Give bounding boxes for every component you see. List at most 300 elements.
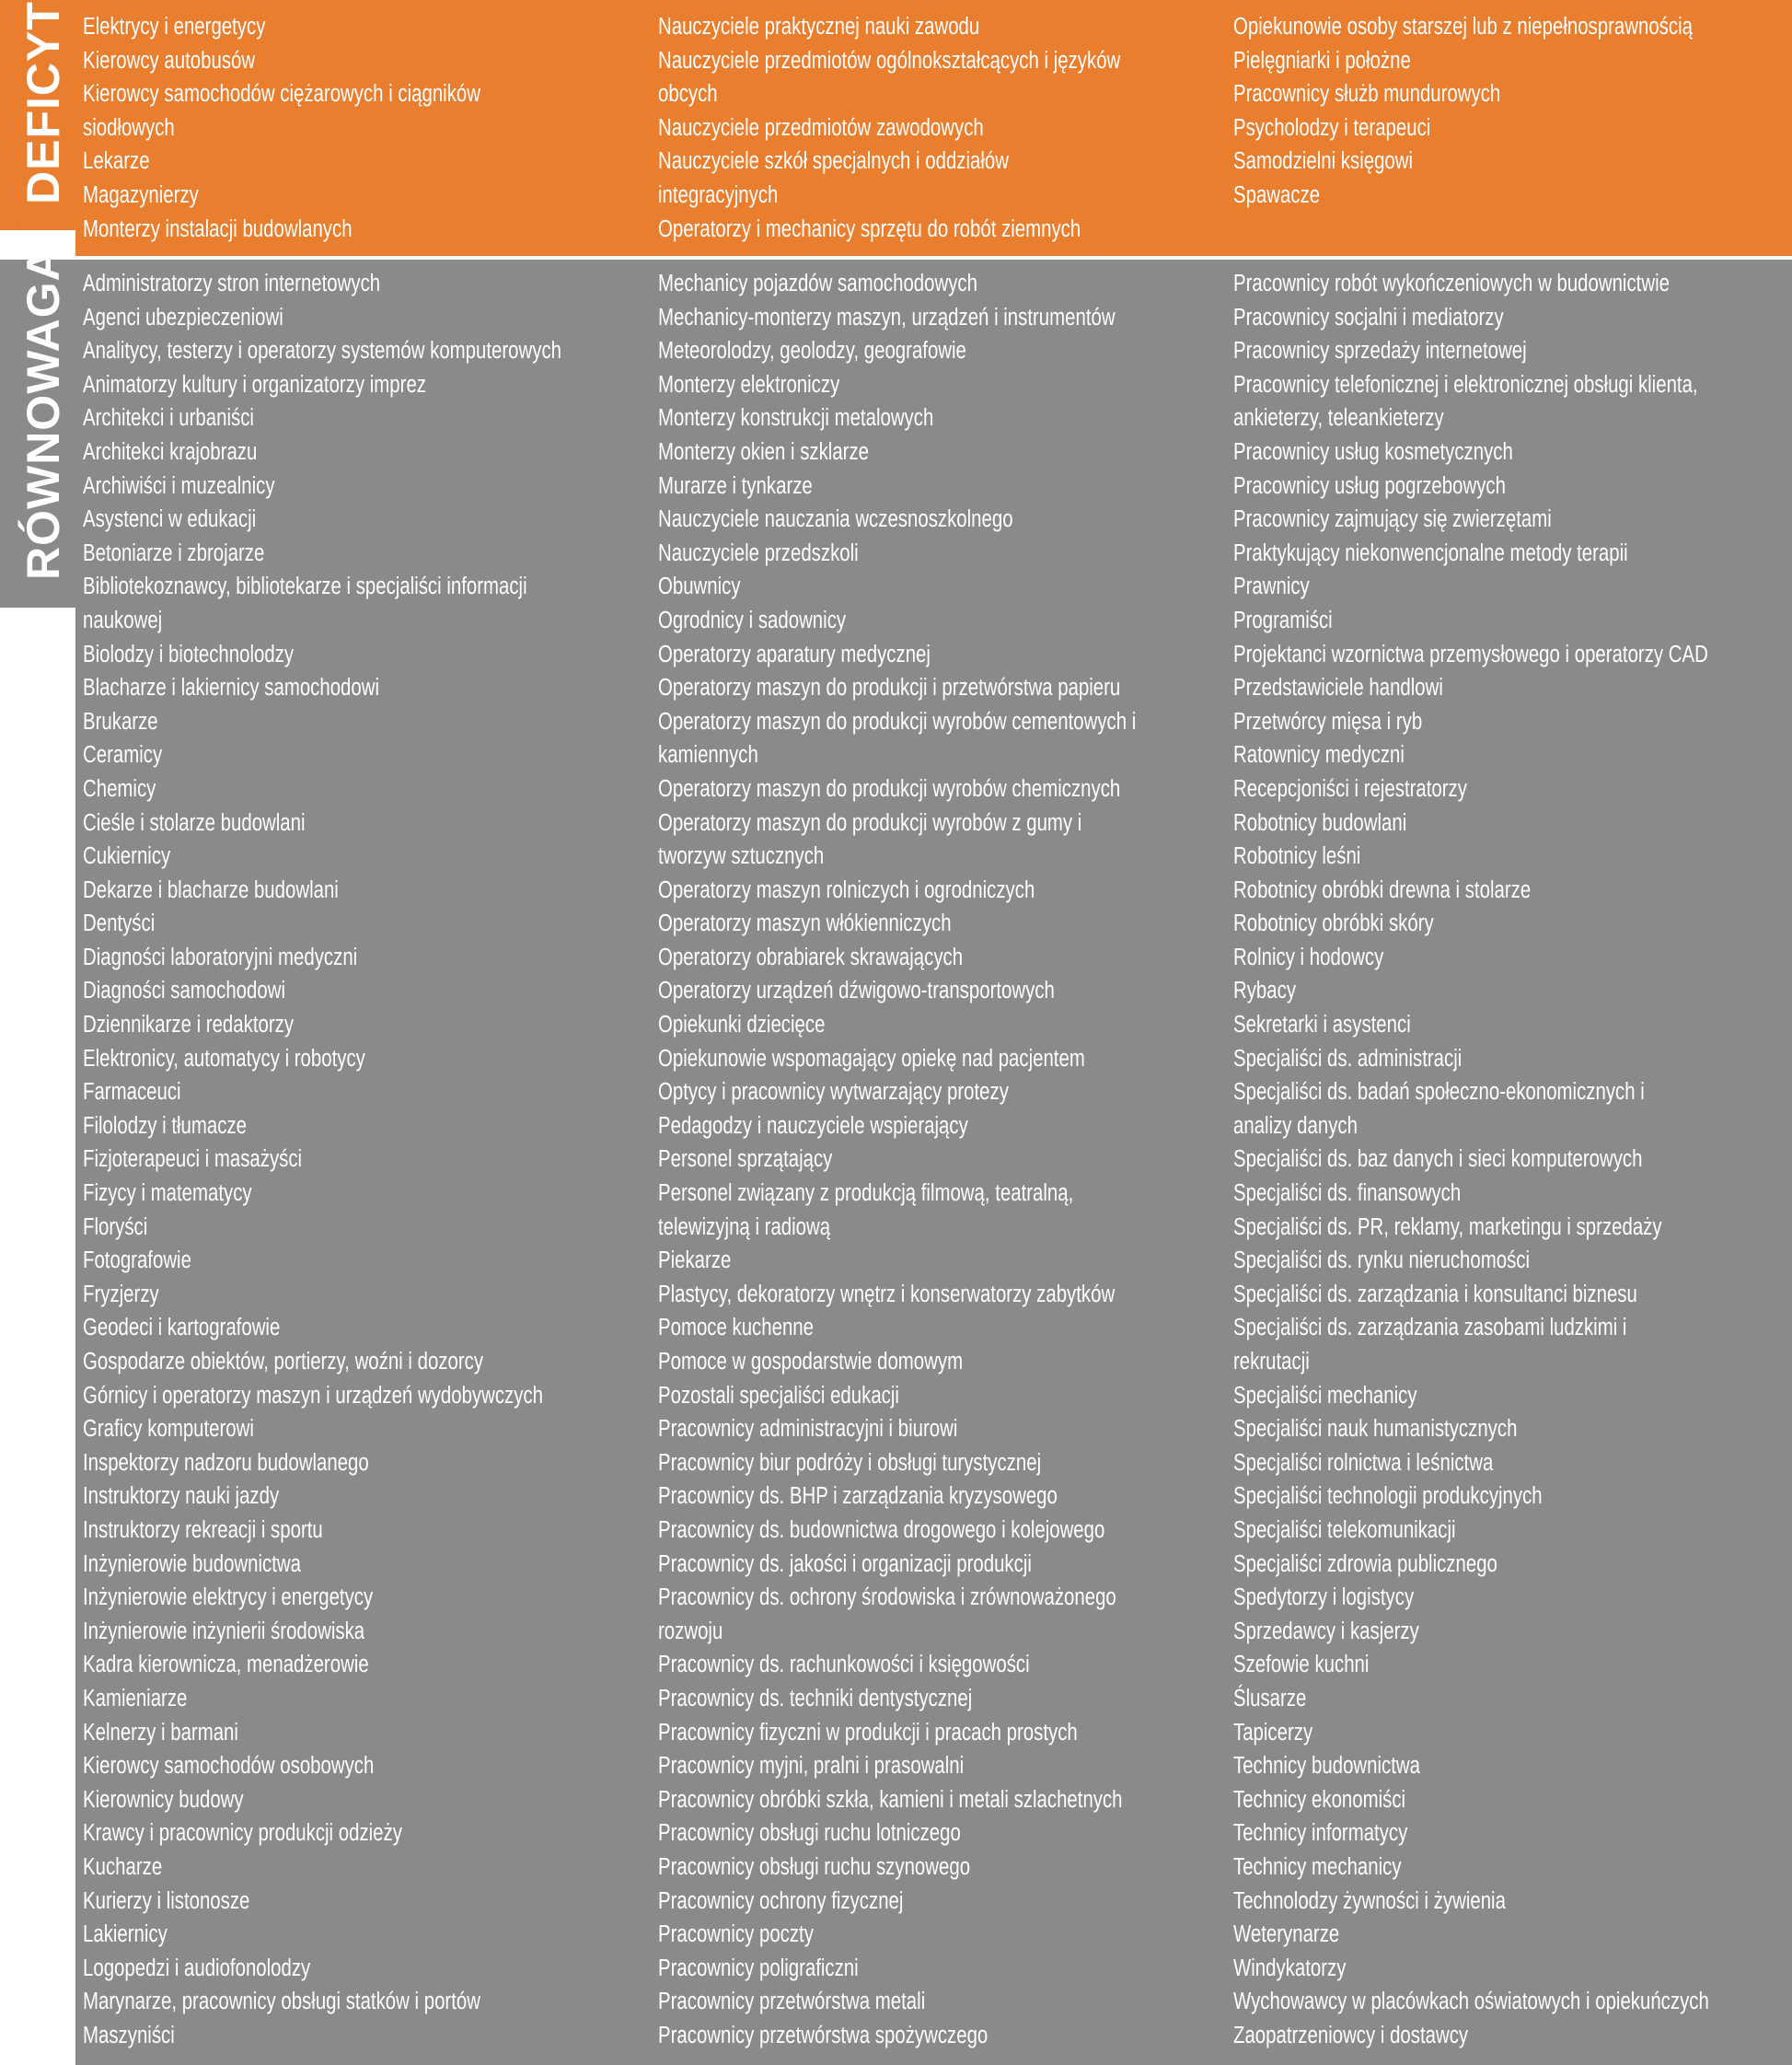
occupation-text: Floryści (83, 1213, 148, 1240)
occupation-line (83, 570, 635, 604)
occupation-line (83, 1648, 635, 1682)
occupation-line (658, 1952, 1220, 1986)
occupation-text: Farmaceuci (83, 1079, 181, 1106)
occupation-line (658, 874, 1220, 908)
occupation-text: Nauczyciele praktycznej nauki zawodu (658, 14, 980, 40)
occupation-text: Kierowcy samochodów osobowych (83, 1753, 375, 1780)
occupation-line (83, 1412, 635, 1446)
occupation-text: Rolnicy i hodowcy (1233, 944, 1384, 970)
occupation-line (658, 840, 1220, 874)
occupation-line (658, 301, 1220, 335)
occupation-text: telewizyjną i radiową (658, 1213, 831, 1240)
occupation-text: Specjaliści ds. rynku nieruchomości (1233, 1247, 1530, 1274)
occupation-text: Operatorzy obrabiarek skrawających (658, 944, 964, 970)
occupation-line (83, 44, 635, 78)
occupation-line (658, 1581, 1220, 1615)
occupation-text: Pracownicy poczty (658, 1921, 814, 1948)
occupation-text: Operatorzy maszyn włókienniczych (658, 911, 952, 937)
occupation-text: Operatorzy maszyn rolniczych i ogrodniczych (658, 876, 1035, 903)
occupation-text: Pomoce w gospodarstwie domowym (658, 1349, 964, 1375)
occupation-text: tworzyw sztucznych (658, 843, 825, 870)
occupation-line (658, 907, 1220, 941)
occupation-line (658, 705, 1220, 739)
occupation-text: Specjaliści telekomunikacji (1233, 1516, 1456, 1543)
occupation-line (1233, 1985, 1786, 2019)
occupation-text: Dekarze i blacharze budowlani (83, 876, 339, 903)
occupation-text: Diagności laboratoryjni medyczni (83, 944, 358, 970)
occupation-text: Pracownicy telefonicznej i elektronicznej obsługi klienta, (1233, 371, 1698, 398)
occupation-line (658, 2019, 1220, 2053)
balance-column-3 (1233, 267, 1786, 2052)
occupation-text: siodłowych (83, 114, 175, 141)
occupation-line (83, 111, 635, 145)
occupation-text: Murarze i tynkarze (658, 472, 813, 499)
occupation-text: Monterzy instalacji budowlanych (83, 215, 353, 242)
occupation-line (658, 1615, 1220, 1649)
occupation-line (1233, 1548, 1786, 1582)
occupation-line (658, 44, 1220, 78)
occupation-text: Monterzy okien i szklarze (658, 438, 870, 465)
occupation-line (83, 1345, 635, 1379)
occupation-text: Pracownicy socjalni i mediatorzy (1233, 304, 1504, 331)
occupation-text: Technicy ekonomiści (1233, 1786, 1406, 1813)
occupation-line (83, 941, 635, 975)
occupation-text: Przedstawiciele handlowi (1233, 675, 1443, 702)
occupation-line (1233, 1918, 1786, 1952)
occupation-line (658, 1446, 1220, 1480)
occupation-text: Piekarze (658, 1247, 732, 1274)
occupation-line (1233, 503, 1786, 537)
occupation-text: integracyjnych (658, 181, 779, 208)
occupation-text: Tapicerzy (1233, 1719, 1313, 1746)
occupation-line (658, 368, 1220, 402)
occupation-line (1233, 1615, 1786, 1649)
occupation-text: Operatorzy maszyn do produkcji wyrobów cementowych i (658, 708, 1137, 735)
occupation-text: Architekci krajobrazu (83, 438, 258, 465)
occupation-line (83, 1716, 635, 1750)
occupation-text: Gospodarze obiektów, portierzy, woźni i dozorcy (83, 1349, 484, 1375)
occupation-line (658, 941, 1220, 975)
occupation-text: Pracownicy fizyczni w produkcji i pracach prostych (658, 1719, 1078, 1746)
occupation-text: Mechanicy pojazdów samochodowych (658, 271, 977, 296)
gutter (0, 608, 75, 2065)
occupation-text: Lakiernicy (83, 1921, 168, 1948)
occupation-line (658, 1783, 1220, 1817)
occupation-line (658, 537, 1220, 571)
occupation-line (83, 1985, 635, 2019)
occupation-text: Biolodzy i biotechnolodzy (83, 641, 295, 667)
occupation-line (658, 213, 1220, 247)
occupation-line (83, 435, 635, 470)
occupation-line (1233, 44, 1786, 78)
occupation-line (658, 1716, 1220, 1750)
occupation-text: Fotografowie (83, 1247, 191, 1274)
occupation-line (1233, 1042, 1786, 1076)
occupation-line (1233, 2019, 1786, 2053)
occupation-text: Chemicy (83, 775, 156, 802)
occupation-line (658, 77, 1220, 111)
occupation-line (83, 1379, 635, 1413)
occupation-line (83, 2019, 635, 2053)
occupation-text: Plastycy, dekoratorzy wnętrz i konserwatorzy zabytków (658, 1281, 1116, 1307)
occupation-line (658, 1278, 1220, 1312)
occupation-text: Lekarze (83, 148, 150, 175)
occupation-line (1233, 1244, 1786, 1278)
occupation-line (83, 1143, 635, 1177)
occupation-line (1233, 1412, 1786, 1446)
occupation-line (658, 1075, 1220, 1109)
occupation-line (1233, 907, 1786, 941)
occupation-text: Kadra kierownicza, menadżerowie (83, 1652, 369, 1678)
occupation-text: Krawcy i pracownicy produkcji odzieży (83, 1820, 402, 1847)
occupation-text: Opiekunowie osoby starszej lub z niepełnosprawnością (1233, 14, 1693, 40)
occupation-text: Nauczyciele szkół specjalnych i oddziałów (658, 148, 1009, 175)
occupation-line (83, 1952, 635, 1986)
occupation-text: Technicy mechanicy (1233, 1853, 1402, 1880)
deficit-column-3 (1233, 10, 1786, 213)
occupation-line (1233, 1379, 1786, 1413)
occupation-line (83, 1514, 635, 1548)
occupation-text: Cukiernicy (83, 843, 171, 870)
occupation-line (658, 1479, 1220, 1514)
occupation-text: Nauczyciele przedmiotów ogólnokształcących i języków (658, 47, 1121, 74)
occupation-text: Robotnicy budowlani (1233, 809, 1407, 836)
occupation-text: Sekretarki i asystenci (1233, 1012, 1411, 1038)
occupation-text: Pracownicy myjni, pralni i prasowalni (658, 1753, 965, 1780)
occupation-line (1233, 1143, 1786, 1177)
occupation-line (658, 267, 1220, 301)
occupation-text: Kurierzy i listonosze (83, 1887, 250, 1914)
occupation-line (83, 638, 635, 672)
occupation-line (83, 772, 635, 806)
occupation-text: Technicy informatycy (1233, 1820, 1408, 1847)
occupation-line (1233, 111, 1786, 145)
occupation-text: Pracownicy obróbki szkła, kamieni i metali szlachetnych (658, 1786, 1123, 1813)
occupation-text: Fryzjerzy (83, 1281, 159, 1307)
occupation-line (83, 705, 635, 739)
occupation-line (83, 1816, 635, 1850)
occupation-text: Operatorzy maszyn do produkcji wyrobów chemicznych (658, 775, 1121, 802)
occupation-line (1233, 1716, 1786, 1750)
occupation-text: Ślusarze (1233, 1685, 1307, 1711)
occupation-line (1233, 179, 1786, 213)
occupation-line (658, 435, 1220, 470)
occupation-line (1233, 638, 1786, 672)
occupation-text: Pracownicy obsługi ruchu lotniczego (658, 1820, 961, 1847)
occupation-text: Pracownicy zajmujący się zwierzętami (1233, 506, 1552, 533)
occupation-text: Betoniarze i zbrojarze (83, 539, 265, 566)
occupation-line (1233, 334, 1786, 368)
occupation-text: Pracownicy poligraficzni (658, 1955, 859, 1981)
occupation-line (1233, 874, 1786, 908)
occupation-text: Projektanci wzornictwa przemysłowego i operatorzy CAD (1233, 641, 1708, 667)
occupation-line (1233, 1783, 1786, 1817)
occupation-text: Robotnicy leśni (1233, 843, 1361, 870)
occupation-line (658, 1008, 1220, 1042)
occupation-line (83, 1682, 635, 1716)
occupation-line (1233, 1446, 1786, 1480)
occupation-line (658, 1042, 1220, 1076)
occupation-line (83, 1042, 635, 1076)
occupation-line (658, 179, 1220, 213)
occupation-text: Dziennikarze i redaktorzy (83, 1012, 295, 1038)
occupation-text: Logopedzi i audiofonolodzy (83, 1955, 311, 1981)
occupation-text: Brukarze (83, 708, 158, 735)
occupation-line (658, 1109, 1220, 1143)
occupation-line (83, 1615, 635, 1649)
occupation-text: rozwoju (658, 1618, 723, 1644)
occupation-line (1233, 840, 1786, 874)
occupation-text: Specjaliści ds. zarządzania zasobami ludzkimi i (1233, 1315, 1627, 1341)
deficit-column-2 (658, 10, 1220, 246)
occupation-text: Pracownicy ds. budownictwa drogowego i kolejowego (658, 1516, 1105, 1543)
occupation-text: Sprzedawcy i kasjerzy (1233, 1618, 1419, 1644)
occupation-text: Specjaliści ds. baz danych i sieci komputerowych (1233, 1146, 1643, 1173)
occupation-text: Instruktorzy nauki jazdy (83, 1483, 280, 1510)
occupation-text: Pomoce kuchenne (658, 1315, 814, 1341)
occupation-line (83, 840, 635, 874)
occupation-text: Kierowcy samochodów ciężarowych i ciągników (83, 81, 480, 108)
occupation-text: Pracownicy ds. jakości i organizacji produkcji (658, 1550, 1032, 1577)
balance-title: RÓWNOWAGA (17, 247, 69, 580)
occupation-line (658, 1211, 1220, 1245)
occupation-line (658, 145, 1220, 179)
occupation-text: Magazynierzy (83, 181, 199, 208)
occupation-line (658, 974, 1220, 1008)
occupation-text: Robotnicy obróbki drewna i stolarze (1233, 876, 1532, 903)
occupation-text: Monterzy konstrukcji metalowych (658, 405, 934, 432)
occupation-text: Agenci ubezpieczeniowi (83, 304, 283, 331)
occupation-line (658, 1345, 1220, 1379)
occupation-line (83, 1311, 635, 1345)
occupation-text: Specjaliści rolnictwa i leśnictwa (1233, 1449, 1494, 1476)
occupation-text: Pracownicy ds. techniki dentystycznej (658, 1685, 973, 1711)
occupation-text: Architekci i urbaniści (83, 405, 254, 432)
occupation-line (1233, 435, 1786, 470)
occupation-line (1233, 1850, 1786, 1885)
occupation-line (658, 401, 1220, 435)
occupation-line (1233, 1682, 1786, 1716)
occupation-text: Nauczyciele przedmiotów zawodowych (658, 114, 984, 141)
occupation-text: Recepcjoniści i rejestratorzy (1233, 775, 1467, 802)
occupation-line (658, 1379, 1220, 1413)
occupation-text: Specjaliści ds. PR, reklamy, marketingu i sprzedaży (1233, 1213, 1662, 1240)
occupation-line (1233, 1816, 1786, 1850)
occupation-text: Górnicy i operatorzy maszyn i urządzeń wydobywczych (83, 1382, 543, 1409)
occupation-text: Inżynierowie inżynierii środowiska (83, 1618, 365, 1644)
occupation-text: Przetwórcy mięsa i ryb (1233, 708, 1423, 735)
occupation-text: Pracownicy przetwórstwa spożywczego (658, 2022, 988, 2048)
occupation-text: Technicy budownictwa (1233, 1753, 1420, 1780)
occupation-text: Robotnicy obróbki skóry (1233, 911, 1434, 937)
occupation-text: Specjaliści mechanicy (1233, 1382, 1417, 1409)
occupation-text: Pracownicy służb mundurowych (1233, 81, 1501, 108)
occupation-line (1233, 671, 1786, 705)
occupation-line (83, 1918, 635, 1952)
occupation-line (1233, 1581, 1786, 1615)
occupation-line (1233, 470, 1786, 504)
occupation-line (658, 1514, 1220, 1548)
occupation-text: Graficy komputerowi (83, 1416, 254, 1443)
occupation-line (83, 874, 635, 908)
occupation-line (1233, 77, 1786, 111)
occupation-line (1233, 1749, 1786, 1783)
occupation-line (658, 10, 1220, 44)
occupation-line (1233, 941, 1786, 975)
occupation-line (83, 806, 635, 841)
occupation-text: Praktykujący niekonwencjonalne metody terapii (1233, 539, 1628, 566)
occupation-text: Specjaliści ds. finansowych (1233, 1180, 1462, 1207)
occupation-text: Prawnicy (1233, 574, 1310, 600)
occupation-text: Operatorzy aparatury medycznej (658, 641, 931, 667)
occupation-line (83, 213, 635, 247)
occupation-line (83, 1177, 635, 1211)
occupation-text: Wychowawcy w placówkach oświatowych i opiekuńczych (1233, 1989, 1709, 2015)
occupation-line (1233, 1008, 1786, 1042)
occupation-text: Pracownicy administracyjni i biurowi (658, 1416, 958, 1443)
occupation-line (658, 1143, 1220, 1177)
occupation-line (83, 179, 635, 213)
occupation-line (1233, 301, 1786, 335)
occupation-text: Administratorzy stron internetowych (83, 271, 381, 296)
occupation-line (83, 1749, 635, 1783)
occupation-line (1233, 10, 1786, 44)
occupation-text: Elektrycy i energetycy (83, 14, 266, 40)
occupation-line (658, 604, 1220, 638)
occupation-text: Specjaliści ds. badań społeczno-ekonomicznych i (1233, 1079, 1645, 1106)
occupation-line (1233, 738, 1786, 772)
deficit-title: DEFICYT (17, 1, 69, 204)
occupation-text: Ceramicy (83, 742, 163, 769)
occupation-line (83, 77, 635, 111)
occupation-line (83, 401, 635, 435)
occupation-line (658, 1850, 1220, 1885)
occupation-line (658, 1985, 1220, 2019)
occupation-text: Pielęgniarki i położne (1233, 47, 1411, 74)
occupation-line (1233, 1479, 1786, 1514)
occupation-line (1233, 1952, 1786, 1986)
occupation-text: Meteorolodzy, geolodzy, geografowie (658, 338, 966, 365)
occupation-line (1233, 1109, 1786, 1143)
occupation-line (1233, 1177, 1786, 1211)
occupation-line (83, 1075, 635, 1109)
occupation-text: Kucharze (83, 1853, 163, 1880)
occupation-text: Nauczyciele przedszkoli (658, 539, 859, 566)
occupation-text: Operatorzy maszyn do produkcji i przetwórstwa papieru (658, 675, 1121, 702)
occupation-text: Pozostali specjaliści edukacji (658, 1382, 899, 1409)
occupation-line (658, 334, 1220, 368)
occupation-text: obcych (658, 81, 718, 108)
occupation-line (1233, 1514, 1786, 1548)
occupation-text: Inspektorzy nadzoru budowlanego (83, 1449, 369, 1476)
occupation-line (83, 368, 635, 402)
occupation-line (83, 1850, 635, 1885)
occupation-text: Weterynarze (1233, 1921, 1340, 1948)
occupation-line (1233, 145, 1786, 179)
occupation-line (658, 1412, 1220, 1446)
balance-column-1 (83, 267, 635, 2052)
occupation-text: Kamieniarze (83, 1685, 188, 1711)
occupation-text: Rybacy (1233, 978, 1297, 1004)
occupation-line (658, 806, 1220, 841)
occupation-line (658, 1885, 1220, 1919)
occupation-line (658, 1311, 1220, 1345)
occupation-line (658, 1816, 1220, 1850)
occupation-text: Fizjoterapeuci i masażyści (83, 1146, 303, 1173)
occupation-text: Kierownicy budowy (83, 1786, 244, 1813)
occupation-line (1233, 1885, 1786, 1919)
occupation-text: Pracownicy ds. BHP i zarządzania kryzysowego (658, 1483, 1058, 1510)
occupation-text: Specjaliści ds. zarządzania i konsultanci biznesu (1233, 1281, 1637, 1307)
occupation-text: Blacharze i lakiernicy samochodowi (83, 675, 380, 702)
occupation-text: ankieterzy, teleankieterzy (1233, 405, 1444, 432)
occupation-text: Pracownicy ds. rachunkowości i księgowości (658, 1652, 1030, 1678)
occupation-line (658, 772, 1220, 806)
occupation-line (83, 537, 635, 571)
occupation-text: Optycy i pracownicy wytwarzający protezy (658, 1079, 1009, 1106)
occupation-text: Windykatorzy (1233, 1955, 1347, 1981)
occupation-text: Pracownicy usług pogrzebowych (1233, 472, 1506, 499)
occupation-text: Ogrodnicy i sadownicy (658, 607, 847, 633)
occupation-line (1233, 1075, 1786, 1109)
occupation-text: Operatorzy maszyn do produkcji wyrobów z gumy i (658, 809, 1082, 836)
occupation-line (658, 470, 1220, 504)
occupation-line (83, 10, 635, 44)
occupation-line (83, 470, 635, 504)
occupation-text: Pracownicy usług kosmetycznych (1233, 438, 1513, 465)
occupation-line (658, 503, 1220, 537)
occupation-text: Samodzielni księgowi (1233, 148, 1414, 175)
occupation-line (658, 1682, 1220, 1716)
occupation-text: Ratownicy medyczni (1233, 742, 1405, 769)
occupation-text: Kierowcy autobusów (83, 47, 256, 74)
occupation-line (1233, 974, 1786, 1008)
occupation-line (83, 974, 635, 1008)
occupation-text: Geodeci i kartografowie (83, 1315, 281, 1341)
occupation-text: Pracownicy biur podróży i obsługi turystycznej (658, 1449, 1042, 1476)
occupation-line (658, 1749, 1220, 1783)
occupation-line (83, 1109, 635, 1143)
occupation-text: Spawacze (1233, 181, 1321, 208)
occupation-text: Dentyści (83, 911, 156, 937)
occupation-line (1233, 1211, 1786, 1245)
occupation-text: Asystenci w edukacji (83, 506, 257, 533)
occupation-text: Diagności samochodowi (83, 978, 285, 1004)
occupation-text: Specjaliści technologii produkcyjnych (1233, 1483, 1543, 1510)
occupation-line (83, 1581, 635, 1615)
occupation-text: Nauczyciele nauczania wczesnoszkolnego (658, 506, 1013, 533)
occupation-text: Opiekunowie wspomagający opiekę nad pacjentem (658, 1045, 1085, 1072)
occupation-text: Mechanicy-monterzy maszyn, urządzeń i instrumentów (658, 304, 1116, 331)
occupation-line (658, 1918, 1220, 1952)
occupation-line (83, 1548, 635, 1582)
occupation-text: Instruktorzy rekreacji i sportu (83, 1516, 323, 1543)
occupation-line (658, 1548, 1220, 1582)
occupation-line (83, 1479, 635, 1514)
occupation-line (83, 1446, 635, 1480)
occupation-line (1233, 1345, 1786, 1379)
occupation-line (1233, 806, 1786, 841)
occupation-text: Operatorzy urządzeń dźwigowo-transportowych (658, 978, 1055, 1004)
occupation-text: Psycholodzy i terapeuci (1233, 114, 1431, 141)
occupation-text: Personel związany z produkcją filmową, teatralną, (658, 1180, 1074, 1207)
occupation-line (658, 1177, 1220, 1211)
occupation-text: Personel sprzątający (658, 1146, 833, 1173)
occupation-line (658, 638, 1220, 672)
occupation-text: Pracownicy przetwórstwa metali (658, 1989, 926, 2015)
occupation-line (1233, 537, 1786, 571)
occupation-text: Animatorzy kultury i organizatorzy imprez (83, 371, 426, 398)
